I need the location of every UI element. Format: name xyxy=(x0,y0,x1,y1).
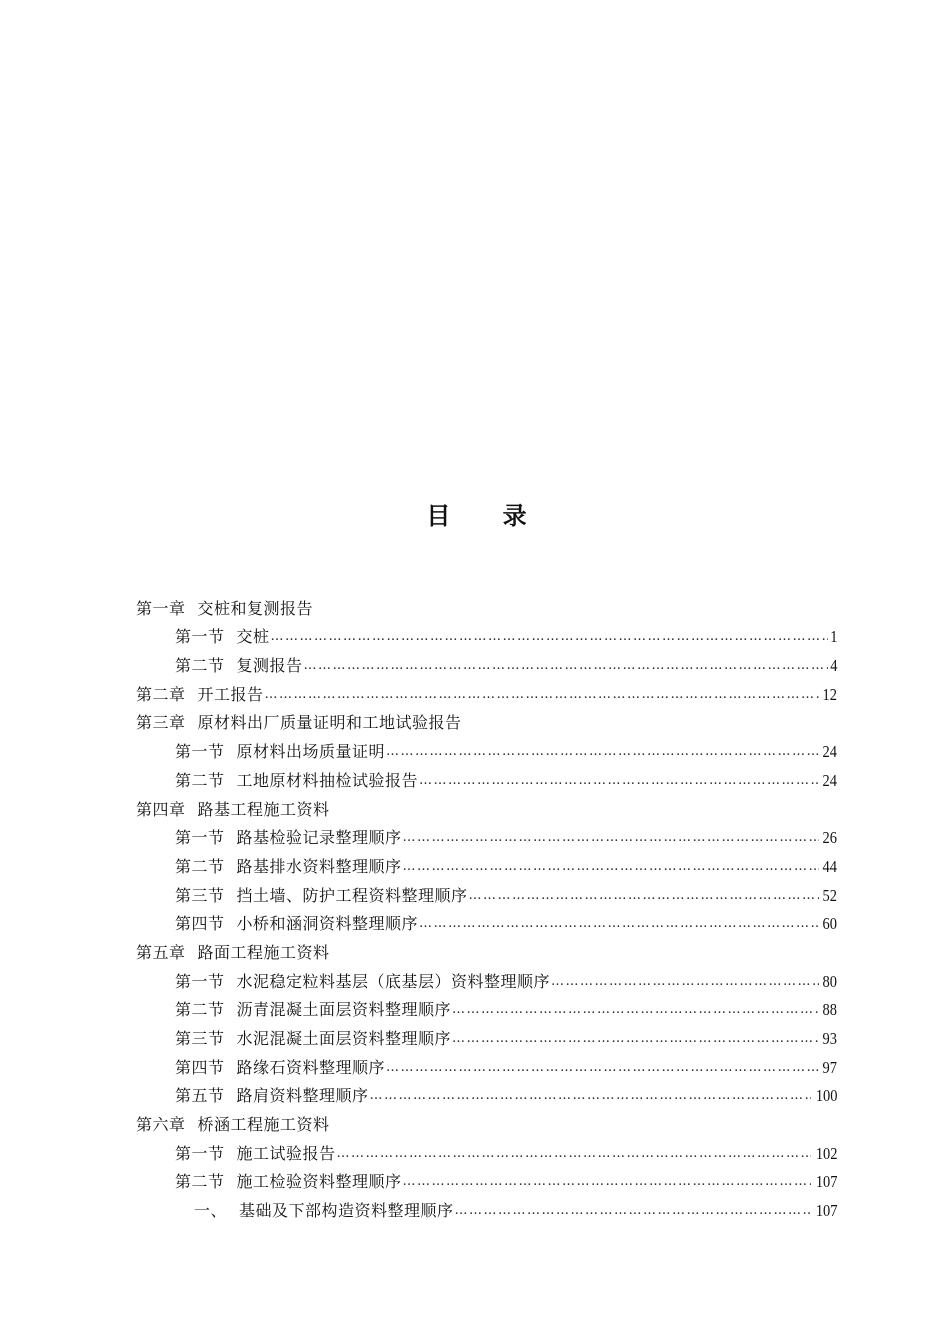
toc-entry-number: 第一节 xyxy=(175,742,225,762)
toc-entry-text: 交桩 xyxy=(236,627,270,647)
toc-entry-label xyxy=(136,685,264,705)
toc-entry-number: 第二节 xyxy=(175,656,225,676)
toc-entry-label xyxy=(175,742,385,762)
table-of-contents xyxy=(136,590,837,1221)
toc-entry-number: 第二节 xyxy=(175,1172,225,1192)
toc-entry-label xyxy=(136,943,330,963)
toc-dot-leader xyxy=(370,1086,811,1106)
toc-entry-number: 第二节 xyxy=(175,1000,225,1020)
toc-section-entry[interactable] xyxy=(136,963,837,992)
toc-dot-leader xyxy=(469,886,819,906)
toc-entry-label xyxy=(136,800,330,820)
toc-section-entry[interactable] xyxy=(136,848,837,877)
toc-chapter-entry[interactable] xyxy=(136,934,837,963)
toc-page-number: 60 xyxy=(822,914,837,934)
toc-dot-leader xyxy=(265,685,819,705)
toc-chapter-entry[interactable] xyxy=(136,791,837,820)
toc-page-number: 24 xyxy=(822,742,837,762)
toc-dot-leader xyxy=(419,914,819,934)
toc-entry-label xyxy=(136,1115,330,1135)
toc-entry-text: 路基排水资料整理顺序 xyxy=(236,856,402,876)
toc-entry-text: 水泥混凝土面层资料整理顺序 xyxy=(236,1029,452,1048)
toc-section-entry[interactable] xyxy=(136,906,837,935)
toc-section-entry[interactable] xyxy=(136,877,837,906)
toc-page-number: 80 xyxy=(822,971,837,991)
toc-entry-number: 第五节 xyxy=(175,1086,225,1106)
toc-chapter-entry[interactable] xyxy=(136,1106,837,1135)
toc-title: 目 录 xyxy=(426,502,549,530)
toc-entry-number: 第一章 xyxy=(136,598,186,618)
toc-dot-leader xyxy=(403,857,819,877)
toc-entry-label xyxy=(175,914,418,934)
toc-entry-label xyxy=(175,627,270,647)
toc-entry-text: 路基工程施工资料 xyxy=(197,799,330,819)
toc-entry-label xyxy=(175,1029,451,1049)
toc-entry-number: 第一节 xyxy=(175,828,225,848)
toc-page-number: 107 xyxy=(815,1172,837,1192)
toc-dot-leader xyxy=(551,972,819,992)
toc-page-number: 24 xyxy=(822,770,837,790)
toc-dot-leader xyxy=(386,1058,819,1078)
toc-entry-number: 第一节 xyxy=(175,971,225,991)
toc-entry-label xyxy=(175,886,468,906)
toc-dot-leader xyxy=(386,742,819,762)
toc-entry-number: 第二节 xyxy=(175,770,225,790)
toc-page-number: 107 xyxy=(815,1201,837,1221)
toc-entry-text: 挡土墙、防护工程资料整理顺序 xyxy=(236,885,468,905)
toc-page-number: 102 xyxy=(815,1143,837,1163)
toc-entry-text: 原材料出场质量证明 xyxy=(236,742,386,762)
toc-entry-label xyxy=(175,972,550,992)
toc-page-number: 100 xyxy=(815,1086,837,1106)
toc-entry-text: 路面工程施工资料 xyxy=(197,942,330,962)
toc-dot-leader xyxy=(419,771,819,791)
toc-dot-leader xyxy=(403,828,819,848)
toc-dot-leader xyxy=(403,1172,811,1192)
toc-entry-number: 第三章 xyxy=(136,713,186,733)
toc-dot-leader xyxy=(455,1201,811,1221)
toc-entry-text: 水泥稳定粒料基层（底基层）资料整理顺序 xyxy=(236,971,551,991)
toc-entry-text: 施工检验资料整理顺序 xyxy=(236,1172,402,1192)
toc-entry-label xyxy=(136,713,462,733)
toc-page-number: 52 xyxy=(822,885,837,905)
toc-entry-number: 第四节 xyxy=(175,1057,225,1077)
toc-page-number: 93 xyxy=(822,1029,837,1048)
toc-entry-number: 第一节 xyxy=(175,1143,225,1163)
toc-entry-text: 交桩和复测报告 xyxy=(197,598,314,618)
toc-entry-text: 小桥和涵洞资料整理顺序 xyxy=(236,914,419,934)
toc-entry-number: 第一节 xyxy=(175,627,225,647)
toc-section-entry[interactable] xyxy=(136,1020,837,1049)
toc-entry-number: 第四节 xyxy=(175,914,225,934)
toc-page-number: 12 xyxy=(822,684,837,704)
toc-dot-leader xyxy=(304,656,828,676)
toc-entry-label xyxy=(175,1172,402,1192)
toc-entry-number: 第二章 xyxy=(136,684,186,704)
toc-section-entry[interactable] xyxy=(136,1135,837,1164)
toc-entry-text: 路缘石资料整理顺序 xyxy=(236,1057,386,1077)
toc-entry-number: 第三节 xyxy=(175,885,225,905)
toc-entry-label xyxy=(194,1201,454,1221)
toc-section-entry[interactable] xyxy=(136,1164,837,1193)
toc-section-entry[interactable] xyxy=(136,733,837,762)
toc-section-entry[interactable] xyxy=(136,647,837,676)
toc-entry-number: 第二节 xyxy=(175,856,225,876)
toc-dot-leader xyxy=(452,1029,819,1049)
toc-dot-leader xyxy=(452,1000,819,1020)
toc-entry-text: 路基检验记录整理顺序 xyxy=(236,828,402,848)
toc-entry-text: 施工试验报告 xyxy=(236,1143,336,1163)
toc-section-entry[interactable] xyxy=(136,1049,837,1078)
toc-subsection-entry[interactable] xyxy=(136,1192,837,1221)
toc-entry-text: 开工报告 xyxy=(197,684,264,704)
toc-page-number: 26 xyxy=(822,828,837,848)
toc-dot-leader xyxy=(337,1144,811,1164)
toc-page-number: 1 xyxy=(829,627,837,647)
toc-entry-label xyxy=(175,771,418,791)
toc-entry-number: 第六章 xyxy=(136,1115,186,1135)
toc-entry-number: 第四章 xyxy=(136,799,186,819)
toc-entry-text: 路肩资料整理顺序 xyxy=(236,1086,369,1106)
toc-page-number: 44 xyxy=(822,856,837,876)
toc-entry-label xyxy=(175,1086,369,1106)
toc-entry-label xyxy=(175,1058,385,1078)
toc-entry-label xyxy=(175,656,303,676)
toc-chapter-entry[interactable] xyxy=(136,590,837,619)
toc-entry-number: 第三节 xyxy=(175,1029,225,1048)
toc-entry-text: 桥涵工程施工资料 xyxy=(197,1115,330,1135)
toc-entry-label xyxy=(175,828,402,848)
toc-entry-number: 一、 xyxy=(194,1201,228,1221)
toc-chapter-entry[interactable] xyxy=(136,705,837,734)
toc-entry-text: 复测报告 xyxy=(236,656,303,676)
toc-entry-text: 工地原材料抽检试验报告 xyxy=(236,770,419,790)
toc-section-entry[interactable] xyxy=(136,992,837,1021)
toc-section-entry[interactable] xyxy=(136,820,837,849)
toc-chapter-entry[interactable] xyxy=(136,676,837,705)
toc-entry-label xyxy=(175,857,402,877)
toc-entry-text: 基础及下部构造资料整理顺序 xyxy=(239,1201,454,1221)
toc-page-number: 88 xyxy=(822,1000,837,1020)
toc-entry-text: 原材料出厂质量证明和工地试验报告 xyxy=(197,713,462,733)
toc-section-entry[interactable] xyxy=(136,1078,837,1107)
toc-page-number: 97 xyxy=(822,1057,837,1077)
toc-entry-number: 第五章 xyxy=(136,942,186,962)
toc-entry-label xyxy=(175,1000,451,1020)
toc-entry-label xyxy=(175,1144,336,1164)
toc-section-entry[interactable] xyxy=(136,619,837,648)
toc-entry-label xyxy=(136,599,313,619)
toc-section-entry[interactable] xyxy=(136,762,837,791)
toc-page-number: 4 xyxy=(829,656,837,676)
toc-entry-text: 沥青混凝土面层资料整理顺序 xyxy=(236,1000,452,1020)
toc-dot-leader xyxy=(271,627,828,647)
